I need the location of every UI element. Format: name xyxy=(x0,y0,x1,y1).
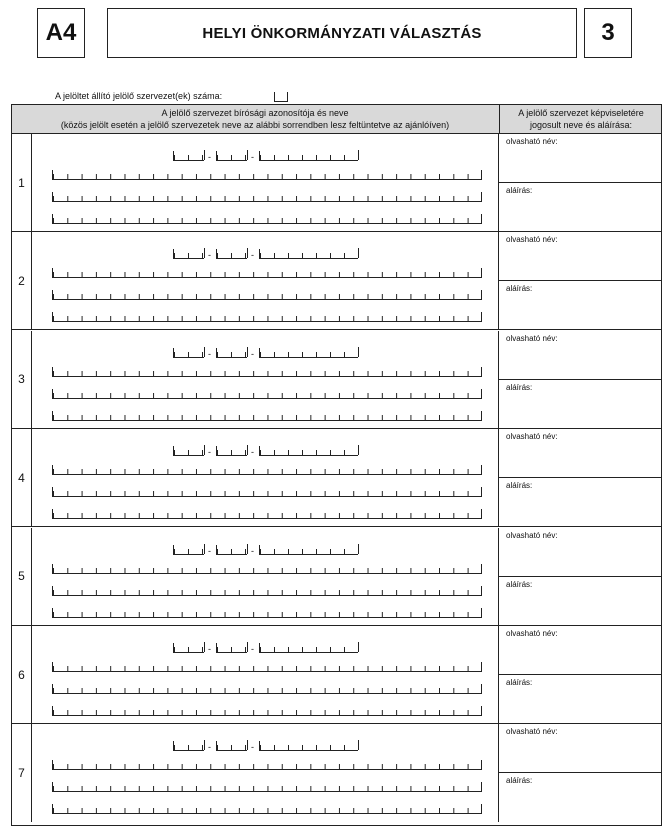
nominating-organizations-table xyxy=(11,104,662,826)
signature-label: aláírás: xyxy=(506,382,533,392)
readable-name-label: olvasható név: xyxy=(506,333,558,343)
organization-name-line[interactable] xyxy=(52,706,481,716)
organization-name-line[interactable] xyxy=(52,662,481,672)
signature-label: aláírás: xyxy=(506,186,533,195)
table-header xyxy=(12,105,661,134)
table-row xyxy=(12,528,661,626)
court-id-field[interactable] xyxy=(12,543,498,555)
court-id-part-1[interactable] xyxy=(173,151,204,161)
organization-name-line[interactable] xyxy=(52,782,481,792)
table-row xyxy=(12,134,661,232)
header-representative-title: A jelölő szervezet képviseletére xyxy=(518,108,644,118)
row-number: 7 xyxy=(12,724,32,822)
signature-label: aláírás: xyxy=(506,284,533,294)
court-id-part-1[interactable] xyxy=(173,643,204,653)
court-id-part-2[interactable] xyxy=(216,741,247,751)
organization-name-line[interactable] xyxy=(52,411,481,421)
signature-label: aláírás: xyxy=(506,481,533,491)
organization-name-line[interactable] xyxy=(52,684,481,694)
organization-name-line[interactable] xyxy=(52,608,481,618)
court-id-part-3[interactable] xyxy=(259,348,358,358)
form-code: A4 xyxy=(45,19,77,46)
court-id-field[interactable] xyxy=(12,149,498,161)
readable-name-label: olvasható név: xyxy=(506,727,558,737)
organization-name-line[interactable] xyxy=(52,312,481,322)
readable-name-field[interactable] xyxy=(499,626,661,675)
organization-name-line[interactable] xyxy=(52,804,481,814)
court-id-part-2[interactable] xyxy=(216,249,247,259)
id-separator: - xyxy=(251,545,254,556)
readable-name-label: olvasható név: xyxy=(506,432,558,442)
court-id-part-2[interactable] xyxy=(216,643,247,653)
id-separator: - xyxy=(208,348,211,359)
table-row xyxy=(12,724,661,822)
readable-name-field[interactable] xyxy=(499,331,661,380)
id-separator: - xyxy=(251,348,254,359)
id-separator: - xyxy=(208,545,211,556)
row-number: 4 xyxy=(12,429,32,526)
page-number-box xyxy=(584,8,632,58)
signature-label: aláírás: xyxy=(506,579,533,589)
page-title: HELYI ÖNKORMÁNYZATI VÁLASZTÁS xyxy=(202,24,482,42)
organization-name-line[interactable] xyxy=(52,214,481,224)
organization-name-line[interactable] xyxy=(52,192,481,202)
id-separator: - xyxy=(251,644,254,654)
header-organization-note: (közös jelölt esetén a jelölő szervezetek neve az alábbi sorrendben lesz feltüntetve az ajánlóíven) xyxy=(60,120,450,130)
court-id-field[interactable] xyxy=(12,247,498,259)
organization-count-field[interactable] xyxy=(274,92,288,102)
court-id-part-1[interactable] xyxy=(173,545,204,555)
header-representative-subtitle: jogosult neve és aláírása: xyxy=(529,120,633,130)
court-id-part-2[interactable] xyxy=(216,545,247,555)
id-separator: - xyxy=(251,152,254,162)
organization-name-line[interactable] xyxy=(52,268,481,278)
court-id-field[interactable] xyxy=(12,346,498,358)
row-number: 1 xyxy=(12,134,32,231)
representative-cell xyxy=(498,232,661,329)
organization-name-line[interactable] xyxy=(52,586,481,596)
organization-count-label: A jelöltet állító jelölő szervezet(ek) száma: xyxy=(55,91,223,101)
readable-name-field[interactable] xyxy=(499,528,661,577)
representative-cell xyxy=(498,331,661,428)
readable-name-field[interactable] xyxy=(499,429,661,478)
row-number: 6 xyxy=(12,626,32,723)
court-id-part-1[interactable] xyxy=(173,348,204,358)
readable-name-field[interactable] xyxy=(499,232,661,281)
id-separator: - xyxy=(251,742,254,753)
organization-name-line[interactable] xyxy=(52,367,481,377)
readable-name-label: olvasható név: xyxy=(506,235,558,245)
representative-cell xyxy=(498,429,661,526)
id-separator: - xyxy=(208,644,211,654)
title-box xyxy=(107,8,577,58)
id-separator: - xyxy=(251,447,254,458)
id-separator: - xyxy=(208,742,211,753)
id-separator: - xyxy=(251,250,254,261)
representative-cell xyxy=(498,626,661,723)
page-number: 3 xyxy=(601,19,615,46)
organization-name-line[interactable] xyxy=(52,509,481,519)
organization-name-line[interactable] xyxy=(52,389,481,399)
readable-name-field[interactable] xyxy=(499,134,661,183)
court-id-part-3[interactable] xyxy=(259,741,358,751)
court-id-field[interactable] xyxy=(12,444,498,456)
organization-name-line[interactable] xyxy=(52,290,481,300)
table-row xyxy=(12,331,661,429)
court-id-part-3[interactable] xyxy=(259,446,358,456)
court-id-field[interactable] xyxy=(12,641,498,653)
representative-cell xyxy=(498,724,661,822)
court-id-field[interactable] xyxy=(12,739,498,751)
table-row xyxy=(12,232,661,330)
signature-label: aláírás: xyxy=(506,776,533,786)
readable-name-label: olvasható név: xyxy=(506,530,558,540)
court-id-part-2[interactable] xyxy=(216,446,247,456)
court-id-part-3[interactable] xyxy=(259,151,358,161)
row-number: 2 xyxy=(12,232,32,329)
organization-name-line[interactable] xyxy=(52,170,481,180)
representative-cell xyxy=(498,134,661,231)
organization-name-line[interactable] xyxy=(52,564,481,574)
organization-name-line[interactable] xyxy=(52,487,481,497)
readable-name-label: olvasható név: xyxy=(506,629,558,638)
court-id-part-2[interactable] xyxy=(216,348,247,358)
header-representative-column xyxy=(499,105,662,133)
table-row xyxy=(12,429,661,527)
row-number: 5 xyxy=(12,528,32,625)
court-id-part-3[interactable] xyxy=(259,545,358,555)
organization-name-line[interactable] xyxy=(52,760,481,770)
header-organization-column xyxy=(12,105,498,133)
court-id-part-3[interactable] xyxy=(259,249,358,259)
id-separator: - xyxy=(208,250,211,261)
readable-name-label: olvasható név: xyxy=(506,137,558,146)
organization-name-line[interactable] xyxy=(52,465,481,475)
table-row xyxy=(12,626,661,724)
court-id-part-3[interactable] xyxy=(259,643,358,653)
court-id-part-2[interactable] xyxy=(216,151,247,161)
court-id-part-1[interactable] xyxy=(173,741,204,751)
representative-cell xyxy=(498,528,661,625)
row-number: 3 xyxy=(12,331,32,428)
court-id-part-1[interactable] xyxy=(173,249,204,259)
id-separator: - xyxy=(208,447,211,458)
id-separator: - xyxy=(208,152,211,162)
header-organization-title: A jelölő szervezet bírósági azonosítója és neve xyxy=(161,108,349,118)
form-code-box xyxy=(37,8,85,58)
signature-label: aláírás: xyxy=(506,678,533,687)
readable-name-field[interactable] xyxy=(499,724,661,773)
court-id-part-1[interactable] xyxy=(173,446,204,456)
